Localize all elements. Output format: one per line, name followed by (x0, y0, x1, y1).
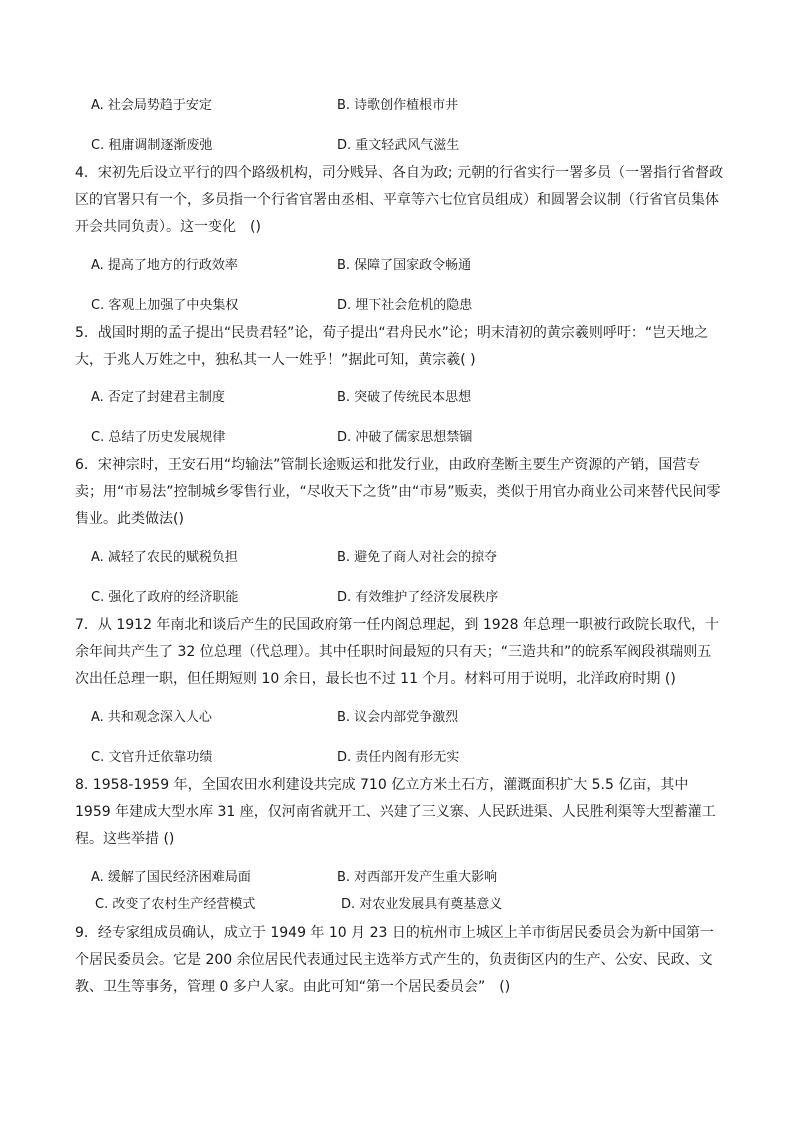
q7-option-a: A. 共和观念深入人心 (91, 710, 212, 725)
q5-option-c: C. 总结了历史发展规律 (91, 430, 226, 445)
q8-stem: 8. 1958-1959 年，全国农田水利建设共完成 710 亿立方米土石方，灌溉面积扩大 5.5 亿亩，其中 1959 年建成大型水库 31 座，仅河南省就开工、兴建了三义寨、人民跃进渠、人民胜利渠等大型蓄灌工程。这些举措 () (75, 777, 716, 847)
q8-option-a: A. 缓解了国民经济困难局面 (91, 870, 251, 885)
q5-stem: 5．战国时期的孟子提出“民贵君轻”论，荀子提出“君舟民水”论；明末清初的黄宗羲则呼吁：“岂天地之大，于兆人万姓之中，独私其一人一姓乎！”据此可知，黄宗羲( ) (75, 325, 709, 368)
q3-option-c: C. 租庸调制逐渐废弛 (91, 138, 213, 153)
q6-stem: 6．宋神宗时，王安石用“均输法”管制长途贩运和批发行业，由政府垄断主要生产资源的产销，国营专卖；用“市易法”控制城乡零售行业，“尽收天下之货”由“市易”贩卖，类似于用官办商业公司来替代民间零售业。此类做法() (75, 457, 721, 527)
q3-option-a: A. 社会局势趋于安定 (91, 98, 212, 113)
q7-option-c: C. 文官升迁依靠功绩 (91, 750, 213, 765)
q6-option-b: B. 避免了商人对社会的掠夺 (337, 550, 498, 565)
q6-option-c: C. 强化了政府的经济职能 (91, 590, 239, 605)
q8-option-d: D. 对农业发展具有奠基意义 (341, 897, 503, 912)
q8-option-b: B. 对西部开发产生重大影响 (337, 870, 498, 885)
q4-option-d: D. 埋下社会危机的隐患 (337, 298, 473, 313)
q6-option-a: A. 减轻了农民的赋税负担 (91, 550, 238, 565)
q4-option-b: B. 保障了国家政令畅通 (337, 258, 472, 273)
q4-stem: 4．宋初先后设立平行的四个路级机构，司分贱异、各自为政; 元朝的行省实行一署多员（一署指行省督政区的官署只有一个，多员指一个行省官署由丞相、平章等六七位官员组成）和圆署会议制（行省官员集体开会共同负责）。这一变化 () (75, 165, 724, 235)
q6-option-d: D. 有效维护了经济发展秩序 (337, 590, 499, 605)
q7-option-b: B. 议会内部党争激烈 (337, 710, 459, 725)
q5-option-a: A. 否定了封建君主制度 (91, 390, 225, 405)
q7-option-d: D. 责任内阁有形无实 (337, 750, 460, 765)
q5-option-d: D. 冲破了儒家思想禁锢 (337, 430, 473, 445)
q4-option-a: A. 提高了地方的行政效率 (91, 258, 238, 273)
q8-option-c: C. 改变了农村生产经营模式 (95, 897, 256, 912)
q3-option-b: B. 诗歌创作植根市井 (337, 98, 459, 113)
q5-option-b: B. 突破了传统民本思想 (337, 390, 472, 405)
q9-stem: 9．经专家组成员确认，成立于 1949 年 10 月 23 日的杭州市上城区上羊市街居民委员会为新中国第一个居民委员会。它是 200 余位居民代表通过民主选举方式产生的，负责街区内的生产、公安、民政、文教、卫生等事务，管理 0 多户人家。由此可知“第一个居民委员会” () (75, 925, 714, 995)
q7-stem: 7．从 1912 年南北和谈后产生的民国政府第一任内阁总理起，到 1928 年总理一职被行政院长取代，十余年间共产生了 32 位总理（代总理）。其中任职时间最短的只有天；“三造共和”的皖系军阀段祺瑞则五次出任总理一职，但任期短则 10 余日，最长也不过 11 个月。材料可用于说明，北洋政府时期 () (75, 617, 719, 687)
q3-option-d: D. 重文轻武风气滋生 (337, 138, 460, 153)
q4-option-c: C. 客观上加强了中央集权 (91, 298, 239, 313)
